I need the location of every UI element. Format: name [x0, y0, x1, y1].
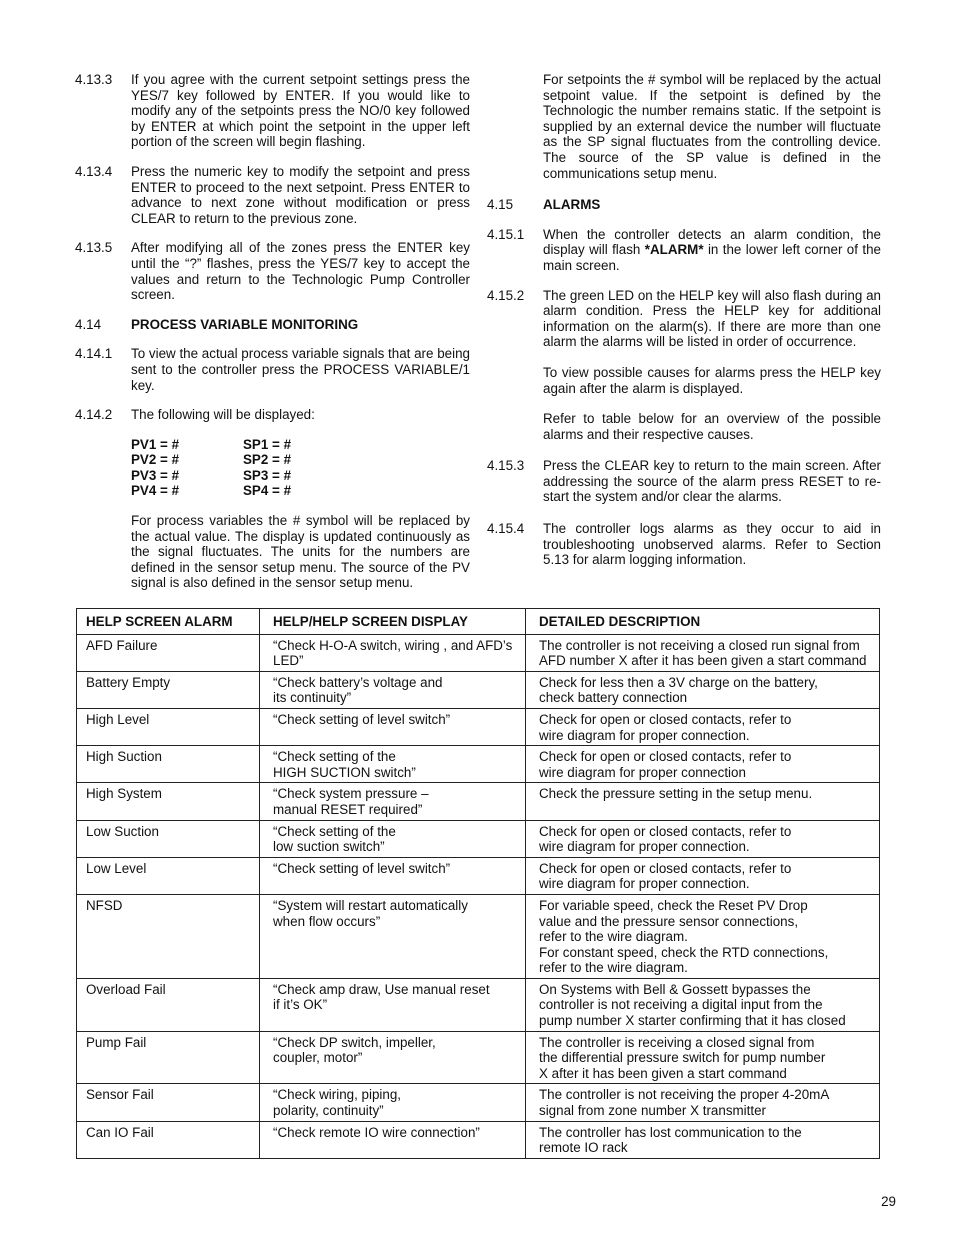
column-header: HELP/HELP SCREEN DISPLAY — [260, 609, 526, 635]
alarm-name-cell: Sensor Fail — [77, 1084, 260, 1121]
help-display-cell: “Check remote IO wire connection” — [260, 1121, 526, 1158]
help-display-cell: “Check system pressure – manual RESET required” — [260, 783, 526, 820]
description-cell: Check for open or closed contacts, refer to wire diagram for proper connection. — [526, 708, 880, 745]
description-cell: The controller is not receiving a closed run signal from AFD number X after it has been given a start command — [526, 634, 880, 671]
sp3-label: SP3 = # — [243, 467, 292, 483]
paragraph-text: Press the CLEAR key to return to the main screen. After addressing the source of the alarm press RESET to re-start the system and/or clear the alarms. — [543, 458, 881, 505]
alarm-name-cell: Pump Fail — [77, 1031, 260, 1084]
alarm-name-cell: Can IO Fail — [77, 1121, 260, 1158]
paragraph-text-part: Refer to table below for an overview of the possible alarms and their respective causes. — [543, 411, 881, 442]
description-cell: For variable speed, check the Reset PV Drop value and the pressure sensor connections, refer to the wire diagram. For constant speed, check the RTD connections, refer to the wire diagram. — [526, 894, 880, 978]
alarm-table — [76, 608, 880, 1159]
paragraph-text: Press the numeric key to modify the setpoint and press ENTER to proceed to the next setpoint. Press ENTER to advance to next zone without modification or press CLEAR to return to the previous zone. — [131, 163, 470, 226]
alarm-name-cell: High Level — [77, 708, 260, 745]
alarm-name-cell: Low Suction — [77, 820, 260, 857]
paragraph-4-14-1 — [75, 346, 470, 393]
help-display-cell: “Check setting of the low suction switch” — [260, 820, 526, 857]
column-header: HELP SCREEN ALARM — [77, 609, 260, 635]
section-title: PROCESS VARIABLE MONITORING — [131, 316, 359, 332]
alarm-name-cell: Low Level — [77, 857, 260, 894]
table-row — [77, 746, 880, 783]
paragraph-text: To view the actual process variable signals that are being sent to the controller press the PROCESS VARIABLE/1 key. — [131, 346, 470, 393]
paragraph-text: After modifying all of the zones press the ENTER key until the “?” flashes, press the YES/7 key to accept the values and return to the Technologic Pump Controller screen. — [131, 240, 470, 303]
paragraph-4-14-2 — [75, 407, 470, 423]
table-row — [77, 894, 880, 978]
section-number: 4.15 — [487, 197, 514, 213]
description-cell: The controller is receiving a closed signal from the differential pressure switch for pump number X after it has been given a start command — [526, 1031, 880, 1084]
help-display-cell: “Check H-O-A switch, wiring , and AFD’s LED” — [260, 634, 526, 671]
description-cell: Check for open or closed contacts, refer to wire diagram for proper connection. — [526, 820, 880, 857]
paragraph-4-15-1 — [487, 227, 881, 274]
section-heading-4-15 — [487, 197, 881, 213]
table-row — [77, 978, 880, 1031]
description-cell: Check the pressure setting in the setup menu. — [526, 783, 880, 820]
sp4-label: SP4 = # — [243, 483, 292, 499]
section-number: 4.13.3 — [75, 72, 113, 87]
alarm-indicator-text: *ALARM* — [644, 242, 704, 258]
section-heading-4-14 — [75, 317, 470, 333]
table-header-row — [77, 609, 880, 635]
alarm-name-cell: Battery Empty — [77, 671, 260, 708]
help-display-cell: “Check setting of the HIGH SUCTION switch” — [260, 746, 526, 783]
help-display-cell: “Check wiring, piping, polarity, continuity” — [260, 1084, 526, 1121]
paragraph-text-part: To view possible causes for alarms press the HELP key again after the alarm is displayed. — [543, 364, 881, 396]
description-cell: Check for open or closed contacts, refer to wire diagram for proper connection. — [526, 857, 880, 894]
paragraph-4-15-2 — [487, 288, 881, 443]
description-cell: The controller has lost communication to the remote IO rack — [526, 1121, 880, 1158]
left-column — [75, 72, 470, 605]
table-row — [77, 634, 880, 671]
pv2-label: PV2 = # — [131, 452, 180, 468]
section-number: 4.14 — [75, 316, 102, 332]
section-number: 4.13.5 — [75, 240, 113, 256]
pv-note: For process variables the # symbol will be replaced by the actual value. The display is updated continuously as the signal fluctuates. The units for the numbers are defined in the sensor setup menu. The source of the PV signal is also defined in the sensor setup menu. — [131, 513, 470, 591]
section-number: 4.15.3 — [487, 458, 525, 474]
table-row — [77, 1031, 880, 1084]
section-number: 4.13.4 — [75, 163, 113, 179]
page-number: 29 — [881, 1194, 896, 1209]
help-display-cell: “Check setting of level switch” — [260, 857, 526, 894]
alarm-name-cell: AFD Failure — [77, 634, 260, 671]
table-row — [77, 1121, 880, 1158]
paragraph-4-15-4 — [487, 521, 881, 568]
help-display-cell: “Check DP switch, impeller, coupler, motor” — [260, 1031, 526, 1084]
sp1-label: SP1 = # — [243, 436, 292, 452]
section-number: 4.15.2 — [487, 287, 525, 303]
alarm-name-cell: NFSD — [77, 894, 260, 978]
help-display-cell: “Check battery’s voltage and its continuity” — [260, 671, 526, 708]
help-display-cell: “Check amp draw, Use manual reset if it’s OK” — [260, 978, 526, 1031]
alarm-name-cell: High System — [77, 783, 260, 820]
paragraph-text — [543, 288, 881, 443]
description-cell: Check for less then a 3V charge on the battery, check battery connection — [526, 671, 880, 708]
section-number: 4.14.1 — [75, 346, 113, 362]
pv-sp-list — [131, 437, 470, 499]
table-row — [77, 857, 880, 894]
alarm-name-cell: High Suction — [77, 746, 260, 783]
section-number: 4.14.2 — [75, 407, 113, 423]
description-cell: On Systems with Bell & Gossett bypasses the controller is not receiving a digital input from the pump number X starter confirming that it has closed — [526, 978, 880, 1031]
paragraph-4-13-4 — [75, 164, 470, 226]
alarm-name-cell: Overload Fail — [77, 978, 260, 1031]
pv4-label: PV4 = # — [131, 483, 180, 499]
table-row — [77, 783, 880, 820]
section-number: 4.15.4 — [487, 521, 525, 537]
paragraph-4-15-3 — [487, 458, 881, 505]
sp-note: For setpoints the # symbol will be replaced by the actual setpoint value. If the setpoint is defined by the Technologic the number remains static. If the setpoint is supplied by an external device the number will fluctuate as the SP signal fluctuates from the controlling device. The source of the SP value is defined in the communications setup menu. — [543, 72, 881, 181]
sp2-label: SP2 = # — [243, 452, 292, 468]
section-number: 4.15.1 — [487, 226, 525, 242]
section-title: ALARMS — [543, 197, 601, 213]
paragraph-text-part: The green LED on the HELP key will also flash during an alarm condition. Press the HELP key for additional information on the alarm(s). If there are more than one alarm the alarms will be listed in order of occurrence. — [543, 287, 881, 350]
column-header: DETAILED DESCRIPTION — [526, 609, 880, 635]
pv3-label: PV3 = # — [131, 467, 180, 483]
description-cell: The controller is not receiving the proper 4-20mA signal from zone number X transmitter — [526, 1084, 880, 1121]
table-row — [77, 708, 880, 745]
paragraph-text — [543, 227, 881, 274]
help-display-cell: “System will restart automatically when flow occurs” — [260, 894, 526, 978]
table-row — [77, 820, 880, 857]
paragraph-text: If you agree with the current setpoint settings press the YES/7 key followed by ENTER. If you would like to modify any of the setpoints press the NO/0 key followed by ENTER at which point the setpoint in the upper left portion of the screen will begin flashing. — [131, 72, 470, 150]
pv1-label: PV1 = # — [131, 436, 180, 452]
right-column — [487, 72, 881, 582]
paragraph-text: The following will be displayed: — [131, 407, 315, 423]
paragraph-4-13-5 — [75, 240, 470, 302]
table-row — [77, 671, 880, 708]
text-part: in the lower left corner of the main screen. — [543, 242, 881, 273]
table-row — [77, 1084, 880, 1121]
paragraph-4-13-3 — [75, 72, 470, 150]
paragraph-text: The controller logs alarms as they occur to aid in troubleshooting unobserved alarms. Refer to Section 5.13 for alarm logging information. — [543, 521, 881, 568]
description-cell: Check for open or closed contacts, refer to wire diagram for proper connection — [526, 746, 880, 783]
text-part: When the controller detects an alarm condition, the display will flash — [543, 226, 881, 258]
help-display-cell: “Check setting of level switch” — [260, 708, 526, 745]
